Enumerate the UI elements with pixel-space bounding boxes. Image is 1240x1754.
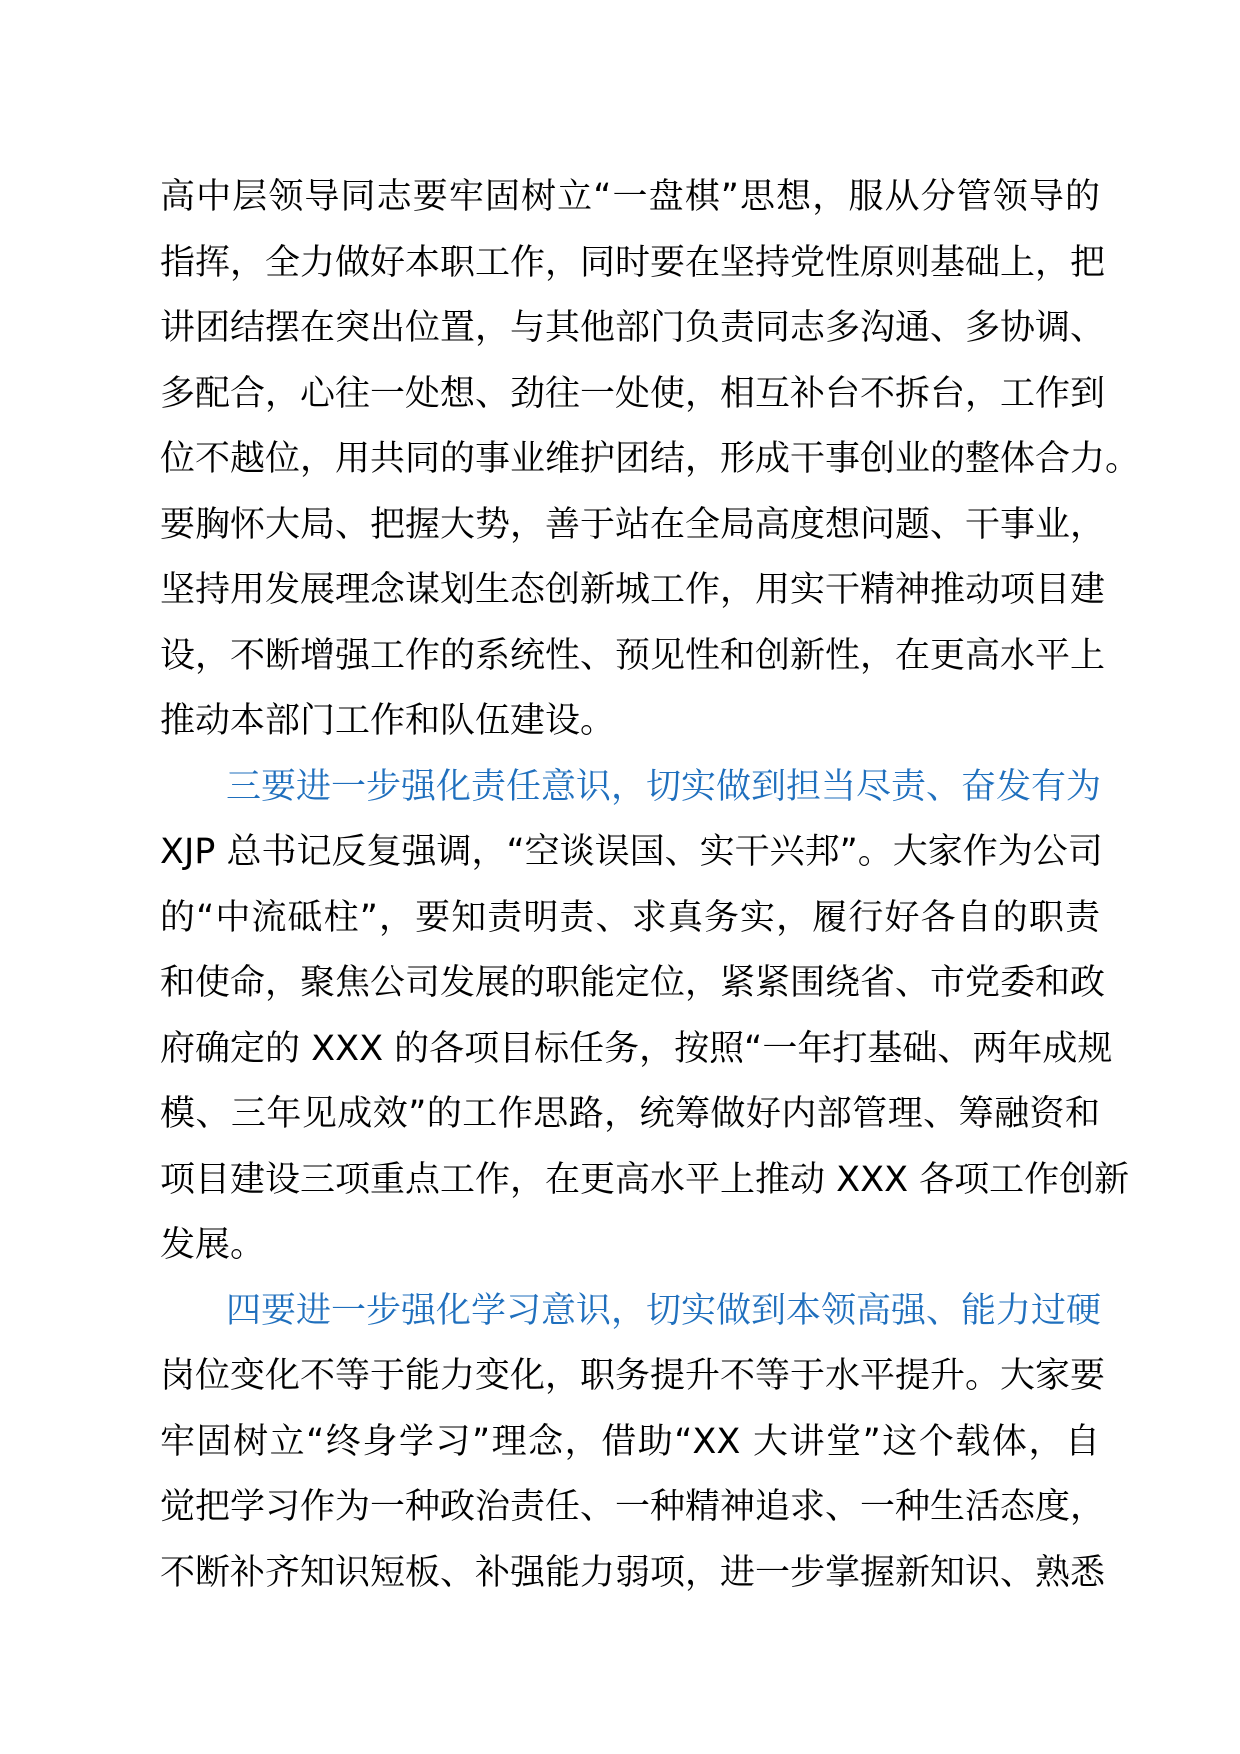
section-heading-learning: 四要进一步强化学习意识，切实做到本领高强、能力过硬: [226, 1290, 1102, 1331]
paragraph-responsibility: [160, 820, 1130, 1279]
text-line: 模、三年见成效”的工作思路，统筹做好内部管理、筹融资和: [160, 1094, 1100, 1134]
text-line: 多配合，心往一处想、劲往一处使，相互补台不拆台，工作到: [160, 373, 1106, 414]
section-heading-responsibility: 三要进一步强化责任意识，切实做到担当尽责、奋发有为: [226, 766, 1102, 807]
text-line: XJP 总书记反复强调，“空谈误国、实干兴邦”。大家作为公司: [160, 832, 1103, 872]
text-line: 讲团结摆在突出位置，与其他部门负责同志多沟通、多协调、: [160, 308, 1106, 348]
text-line: 的“中流砥柱”，要知责明责、求真务实，履行好各自的职责: [160, 897, 1100, 938]
text-line: 设，不断增强工作的系统性、预见性和创新性，在更高水平上: [160, 635, 1106, 676]
text-line: 府确定的 XXX 的各项目标任务，按照“一年打基础、两年成规: [160, 1028, 1113, 1069]
document-body: [160, 165, 1141, 1606]
text-line: 项目建设三项重点工作，在更高水平上推动 XXX 各项工作创新: [160, 1159, 1130, 1200]
text-line: 牢固树立“终身学习”理念，借助“XX 大讲堂”这个载体，自: [160, 1421, 1100, 1462]
text-line: 要胸怀大局、把握大势，善于站在全局高度想问题、干事业，: [160, 504, 1106, 545]
text-line: 发展。: [160, 1225, 266, 1265]
text-line: 岗位变化不等于能力变化，职务提升不等于水平提升。大家要: [160, 1356, 1106, 1396]
text-line: 和使命，聚焦公司发展的职能定位，紧紧围绕省、市党委和政: [160, 963, 1106, 1003]
text-line: 高中层领导同志要牢固树立“一盘棋”思想，服从分管领导的: [160, 177, 1100, 217]
text-line: 觉把学习作为一种政治责任、一种精神追求、一种生活态度，: [160, 1487, 1106, 1527]
text-line: 指挥，全力做好本职工作，同时要在坚持党性原则基础上，把: [160, 242, 1106, 283]
paragraph-leadership-unity: [160, 165, 1141, 755]
text-line: 推动本部门工作和队伍建设。: [160, 701, 616, 741]
text-line: 位不越位，用共同的事业维护团结，形成干事创业的整体合力。: [160, 439, 1141, 479]
text-line: 不断补齐知识短板、补强能力弱项，进一步掌握新知识、熟悉: [160, 1552, 1106, 1593]
paragraph-learning: [160, 1344, 1106, 1606]
text-line: 坚持用发展理念谋划生态创新城工作，用实干精神推动项目建: [160, 570, 1106, 610]
